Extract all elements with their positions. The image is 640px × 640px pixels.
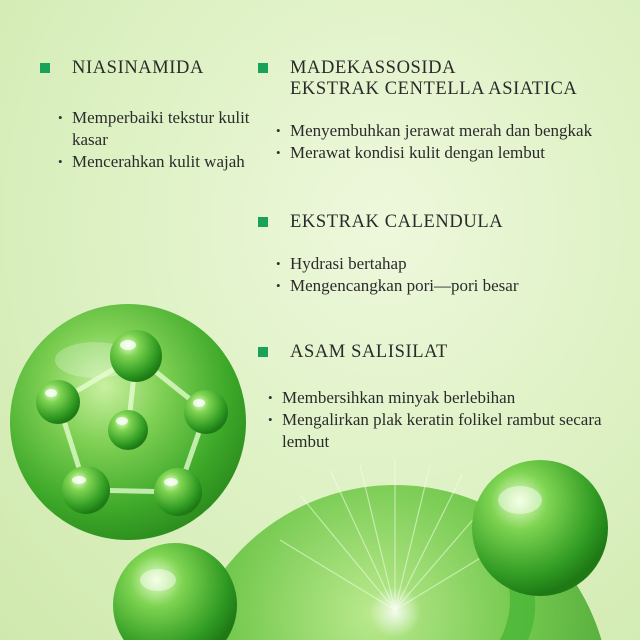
- list-item: • Membersihkan minyak berlebihan: [268, 387, 618, 409]
- benefit-list: [268, 387, 618, 453]
- section-title: [72, 58, 204, 79]
- square-bullet-icon: [258, 63, 268, 73]
- section-madekassosida: [258, 58, 618, 164]
- section-calendula: [258, 212, 618, 297]
- molecule-sphere-icon: [10, 304, 246, 540]
- benefit-list: [58, 107, 250, 173]
- section-heading: [40, 58, 250, 79]
- square-bullet-icon: [258, 347, 268, 357]
- small-gel-ball: [113, 543, 237, 640]
- section-heading: [258, 212, 618, 233]
- section-title: [290, 342, 448, 363]
- benefit-list: [276, 120, 618, 164]
- list-item: • Menyembuhkan jerawat merah dan bengkak: [276, 120, 618, 142]
- title-line: EKSTRAK CENTELLA ASIATICA: [290, 79, 578, 99]
- title-line: EKSTRAK CALENDULA: [290, 212, 504, 232]
- section-niasinamida: [40, 58, 250, 173]
- section-title: [290, 58, 577, 100]
- title-line: NIASINAMIDA: [72, 58, 204, 78]
- list-item: • Mengalirkan plak keratin folikel rambut secara lembut: [268, 409, 618, 453]
- square-bullet-icon: [258, 217, 268, 227]
- section-title: [290, 212, 503, 233]
- square-bullet-icon: [40, 63, 50, 73]
- title-line: MADEKASSOSIDA: [290, 58, 457, 78]
- benefit-list: [276, 253, 618, 297]
- list-item: • Memperbaiki tekstur kulit kasar: [58, 107, 250, 151]
- list-item: • Hydrasi bertahap: [276, 253, 618, 275]
- list-item: • Merawat kondisi kulit dengan lembut: [276, 142, 618, 164]
- title-line: ASAM SALISILAT: [290, 342, 448, 362]
- list-item: • Mencerahkan kulit wajah: [58, 151, 250, 173]
- section-asam-salisilat: [258, 342, 618, 453]
- list-item: • Mengencangkan pori—pori besar: [276, 275, 618, 297]
- section-heading: [258, 58, 618, 100]
- section-heading: [258, 342, 618, 363]
